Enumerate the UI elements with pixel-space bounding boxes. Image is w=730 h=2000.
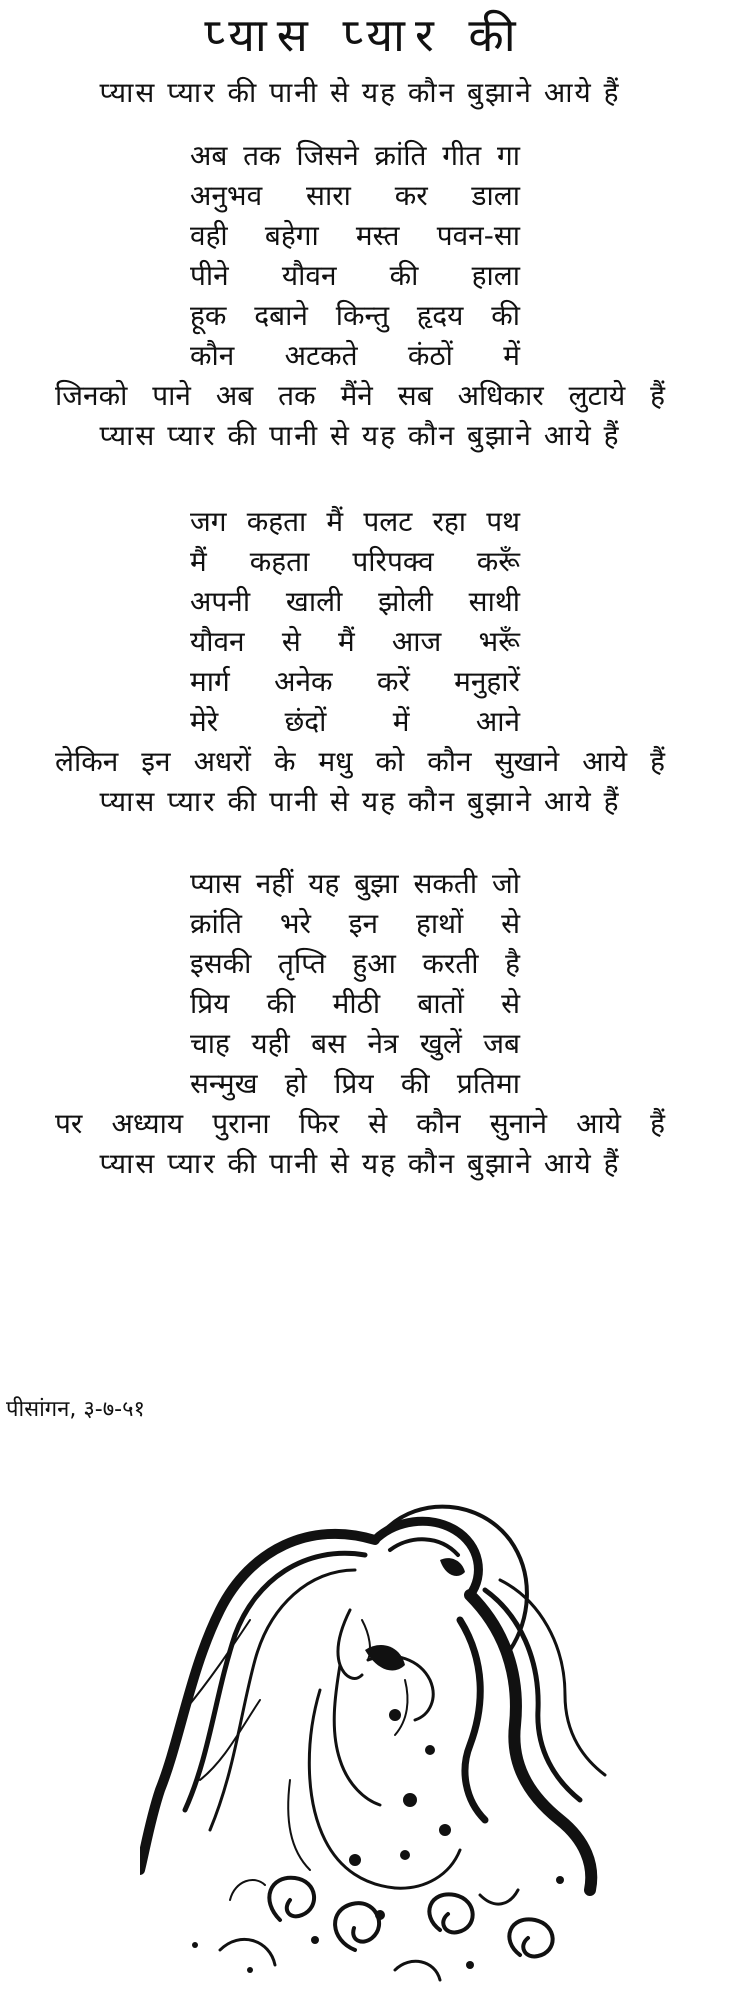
stanza3-refrain: प्यास प्यार की पानी से यह कौन बुझाने आये हैं xyxy=(99,1147,621,1180)
woman-illustration xyxy=(140,1500,610,1990)
stanza3-line-1: प्यास नहीं यह बुझा सकती जो xyxy=(190,867,520,900)
stanza2-line-3: अपनी खाली झोली साथी xyxy=(190,585,520,618)
stanza3-line-6: सन्मुख हो प्रिय की प्रतिमा xyxy=(190,1067,520,1100)
stanza1-line-5: हूक दबाने किन्तु हृदय की xyxy=(190,299,520,332)
stanza2-line-6: मेरे छंदों में आने xyxy=(190,705,520,738)
stanza1-refrain: प्यास प्यार की पानी से यह कौन बुझाने आये हैं xyxy=(99,419,621,452)
opening-refrain: प्यास प्यार की पानी से यह कौन बुझाने आये हैं xyxy=(99,76,621,109)
stanza3-closing-line: पर अध्याय पुराना फिर से कौन सुनाने आये हैं xyxy=(55,1107,665,1140)
place-date-signoff: पीसांगन, ३-७-५१ xyxy=(6,1397,145,1422)
poem-title: प्यास प्यार की xyxy=(204,8,526,62)
stanza2-line-5: मार्ग अनेक करें मनुहारें xyxy=(190,665,520,698)
stanza1-line-1: अब तक जिसने क्रांति गीत गा xyxy=(190,139,520,172)
stanza3-line-2: क्रांति भरे इन हाथों से xyxy=(190,907,520,940)
stanza2-line-2: मैं कहता परिपक्व करूँ xyxy=(190,545,520,578)
stanza3-line-5: चाह यही बस नेत्र खुलें जब xyxy=(190,1027,520,1060)
stanza1-closing-line: जिनको पाने अब तक मैंने सब अधिकार लुटाये हैं xyxy=(55,379,665,412)
stanza2-refrain: प्यास प्यार की पानी से यह कौन बुझाने आये हैं xyxy=(99,785,621,818)
stanza3-line-3: इसकी तृप्ति हुआ करती है xyxy=(190,947,520,980)
stanza2-line-4: यौवन से मैं आज भरूँ xyxy=(190,625,520,658)
stanza1-line-4: पीने यौवन की हाला xyxy=(190,259,520,292)
stanza3-line-4: प्रिय की मीठी बातों से xyxy=(190,987,520,1020)
stanza2-closing-line: लेकिन इन अधरों के मधु को कौन सुखाने आये हैं xyxy=(55,745,665,778)
stanza1-line-3: वही बहेगा मस्त पवन-सा xyxy=(190,219,520,252)
stanza2-line-1: जग कहता मैं पलट रहा पथ xyxy=(190,505,520,538)
stanza1-line-6: कौन अटकते कंठों में xyxy=(190,339,520,372)
stanza1-line-2: अनुभव सारा कर डाला xyxy=(190,179,520,212)
